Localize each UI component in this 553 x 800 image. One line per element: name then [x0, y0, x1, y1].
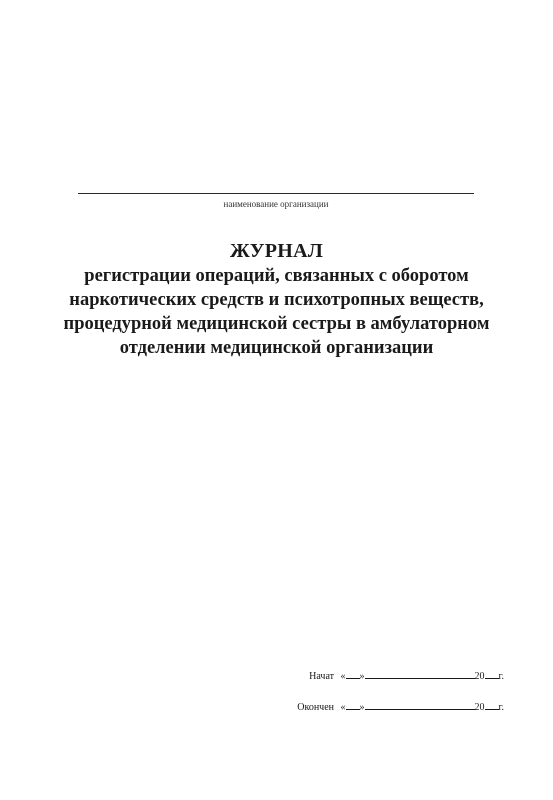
started-label: Начат	[309, 671, 334, 682]
started-open-quote: «	[340, 671, 346, 682]
ended-date-row	[290, 699, 530, 713]
started-close-quote: »	[359, 671, 365, 682]
organization-name-line	[78, 193, 474, 194]
ended-open-quote: «	[340, 702, 346, 713]
started-month-blank	[365, 668, 475, 679]
ended-close-quote: »	[359, 702, 365, 713]
started-year-blank	[485, 668, 499, 679]
started-day-blank	[346, 668, 360, 679]
ended-year-prefix: 20	[474, 702, 485, 713]
started-date-row	[290, 668, 530, 682]
started-year-prefix: 20	[474, 671, 485, 682]
started-year-suffix: г.	[498, 671, 504, 682]
ended-label: Окончен	[297, 702, 334, 713]
journal-subtitle: регистрации операций, связанных с оборотом наркотических средств и психотропных веществ, процедурной медицинской сестры в амбулаторном отделении медицинской организации	[63, 266, 490, 358]
ended-day-blank	[346, 699, 360, 710]
ended-month-blank	[365, 699, 475, 710]
ended-year-blank	[485, 699, 499, 710]
journal-title-block	[20, 238, 533, 360]
journal-title: ЖУРНАЛ	[229, 240, 324, 262]
organization-name-caption: наименование организации	[223, 199, 329, 209]
journal-dates	[290, 668, 530, 730]
ended-year-suffix: г.	[498, 702, 504, 713]
